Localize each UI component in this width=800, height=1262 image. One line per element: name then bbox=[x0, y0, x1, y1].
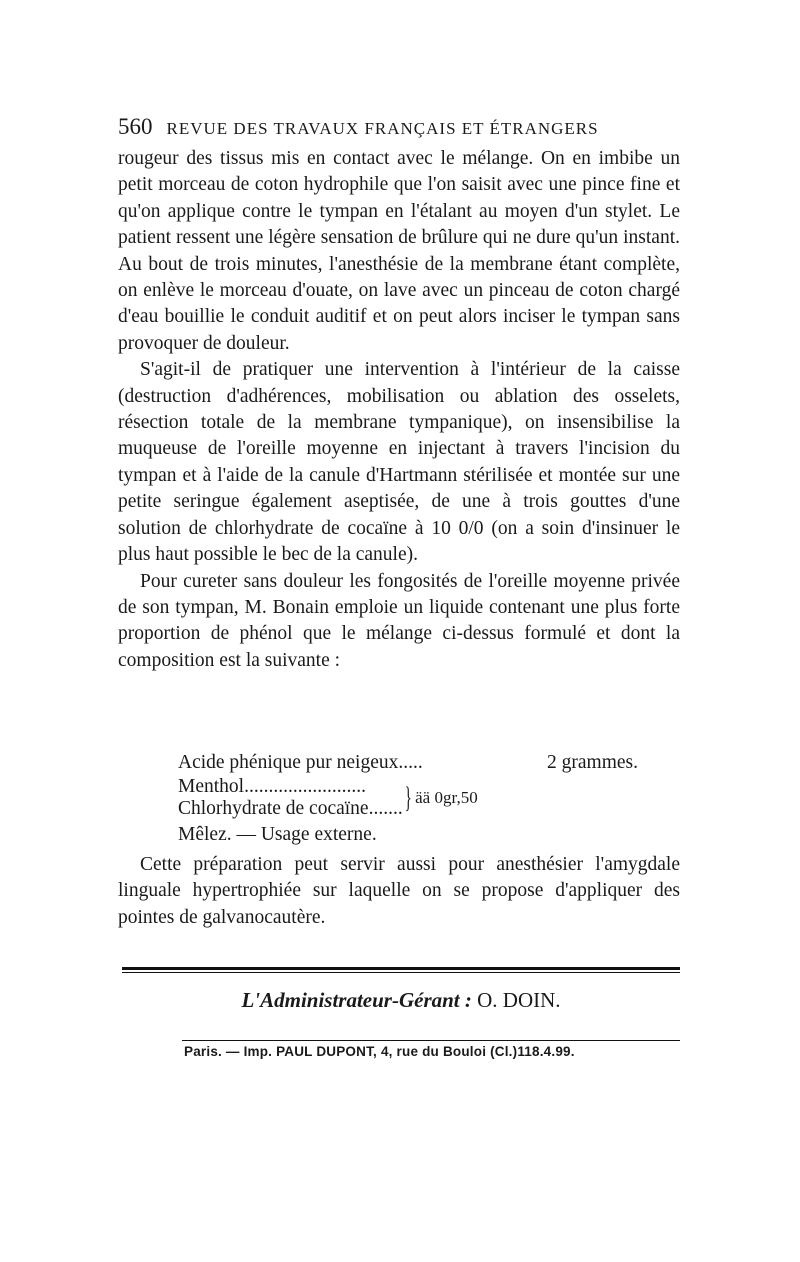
formula-pair bbox=[178, 776, 638, 820]
running-head bbox=[118, 114, 680, 140]
page-number: 560 bbox=[118, 114, 153, 139]
signature-role: L'Administrateur-Gérant : bbox=[241, 988, 472, 1012]
closing-text bbox=[118, 852, 680, 931]
quantity-phenol: 2 grammes. bbox=[547, 752, 638, 773]
ingredient-cocaine: Chlorhydrate de cocaïne....... bbox=[178, 798, 403, 819]
formula-line-1 bbox=[178, 752, 638, 774]
paragraph-4: Cette préparation peut servir aussi pour anesthésier l'amygdale linguale hypertrophiée sur laquelle on se propose d'appliquer des pointes de galvanocautère. bbox=[118, 854, 680, 928]
imprint-rule bbox=[182, 1040, 680, 1041]
paragraph-2: S'agit-il de pratiquer une intervention à l'intérieur de la caisse (destruction d'adhérences, mobilisation ou ablation des osselets, résection totale de la membrane tympanique), on insensibilise la muqueuse de l'oreille moyenne en injectant à travers l'incision du tympan et à l'aide de la canule d'Hartmann stérilisée et montée sur une petite seringue également aseptisée, de une à trois gouttes d'une solution de chlorhydrate de cocaïne à 10 0/0 (on a soin d'insinuer le plus haut possible le bec de la canule). bbox=[118, 359, 680, 566]
end-rule-thin bbox=[122, 972, 680, 973]
signature bbox=[122, 988, 680, 1013]
pair-ingredients bbox=[178, 776, 403, 820]
printer-imprint: Paris. — Imp. PAUL DUPONT, 4, rue du Bouloi (Cl.)118.4.99. bbox=[184, 1044, 575, 1059]
paragraph-3: Pour cureter sans douleur les fongosités de l'oreille moyenne privée de son tympan, M. Bonain emploie un liquide contenant une plus forte proportion de phénol que le mélange ci-dessus formulé et dont la composition est la suivante : bbox=[118, 570, 680, 671]
formula-instructions: Mêlez. — Usage externe. bbox=[178, 824, 377, 845]
ingredient-menthol: Menthol......................... bbox=[178, 776, 366, 797]
paragraph-1: rougeur des tissus mis en contact avec le mélange. On en imbibe un petit morceau de coton hydrophile que l'on saisit avec une pince fine et qu'on applique contre le tympan en l'étalant au moyen d'un stylet. Le patient ressent une légère sensation de brûlure qui ne dure qu'un instant. Au bout de trois minutes, l'anesthésie de la membrane étant complète, on enlève le morceau d'ouate, on lave avec un pinceau de coton chargé d'eau bouillie le conduit auditif et on peut alors inciser le tympan sans provoquer de douleur. bbox=[118, 148, 680, 354]
prescription-formula bbox=[178, 752, 638, 846]
end-rule bbox=[122, 967, 680, 970]
signature-name: O. DOIN. bbox=[477, 988, 561, 1012]
ingredient-phenol: Acide phénique pur neigeux..... bbox=[178, 752, 423, 773]
quantity-pair: ää 0gr,50 bbox=[415, 788, 478, 807]
article-body bbox=[118, 146, 680, 674]
brace-icon: } bbox=[404, 781, 412, 814]
running-title: REVUE DES TRAVAUX FRANÇAIS ET ÉTRANGERS bbox=[166, 119, 599, 138]
